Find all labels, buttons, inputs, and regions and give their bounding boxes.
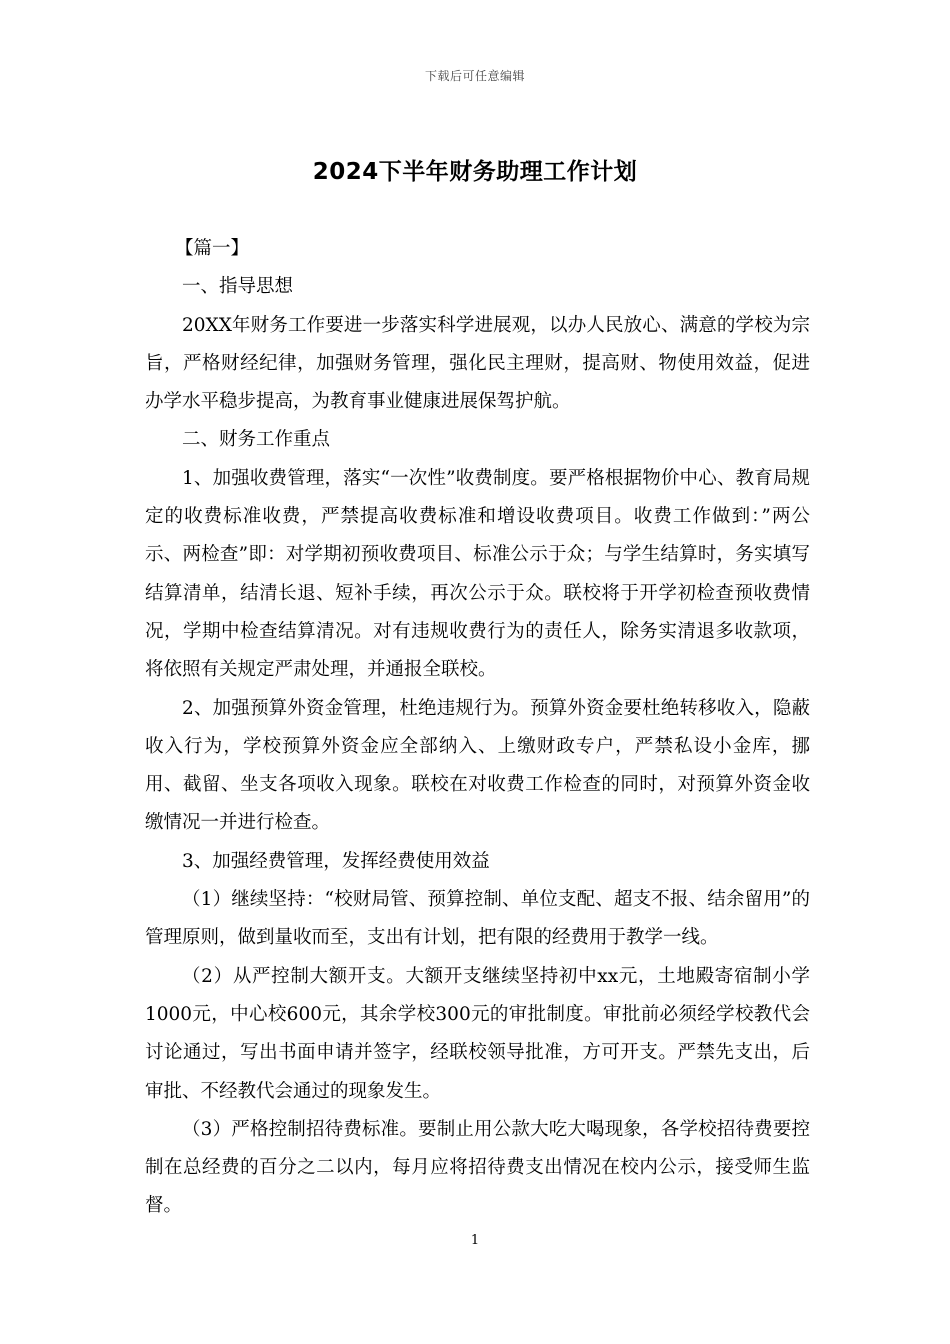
paragraph-item-2: （2）从严控制大额开支。大额开支继续坚持初中xx元，土地殿寄宿制小学1000元，中心校600元，其余学校300元的审批制度。审批前必须经学校教代会讨论通过，写出书面申请并签字，经联校领导批准，方可开支。严禁先支出，后审批、不经教代会通过的现象发生。: [145, 965, 810, 1102]
header-note: 下载后可任意编辑: [424, 69, 525, 83]
heading-guiding-ideology: 一、指导思想: [182, 276, 294, 298]
heading-funds-management: 3、加强经费管理，发挥经费使用效益: [182, 850, 490, 872]
paragraph-item-3: （3）严格控制招待费标准。要制止用公款大吃大喝现象，各学校招待费要控制在总经费的百分之二以内，每月应将招待费支出情况在校内公示，接受师生监督。: [145, 1118, 810, 1217]
document-body: [145, 230, 810, 1226]
section-tag: 【篇一】: [175, 238, 250, 259]
paragraph-guiding-ideology: 20XX年财务工作要进一步落实科学进展观，以办人民放心、满意的学校为宗旨，严格财经纪律，加强财务管理，强化民主理财，提高财、物使用效益，促进办学水平稳步提高，为教育事业健康进展保驾护航。: [145, 314, 810, 413]
paragraph-extra-budget-funds: 2、加强预算外资金管理，杜绝违规行为。预算外资金要杜绝转移收入，隐蔽收入行为，学校预算外资金应全部纳入、上缴财政专户，严禁私设小金库，挪用、截留、坐支各项收入现象。联校在对收费工作检查的同时，对预算外资金收缴情况一并进行检查。: [145, 697, 810, 834]
paragraph-item-1: （1）继续坚持：“校财局管、预算控制、单位支配、超支不报、结余留用”的管理原则，做到量收而至，支出有计划，把有限的经费用于教学一线。: [145, 889, 810, 949]
document-title: 2024下半年财务助理工作计划: [312, 159, 638, 185]
page-number: 1: [470, 1233, 480, 1248]
heading-key-tasks: 二、财务工作重点: [182, 429, 331, 451]
paragraph-fee-management: 1、加强收费管理，落实“一次性”收费制度。要严格根据物价中心、教育局规定的收费标准收费，严禁提高收费标准和增设收费项目。收费工作做到：”两公示、两检查”即：对学期初预收费项目、标准公示于众；与学生结算时，务实填写结算清单，结清长退、短补手续，再次公示于众。联校将于开学初检查预收费情况，学期中检查结算清况。对有违规收费行为的责任人，除务实清退多收款项，将依照有关规定严肃处理，并通报全联校。: [145, 467, 810, 681]
